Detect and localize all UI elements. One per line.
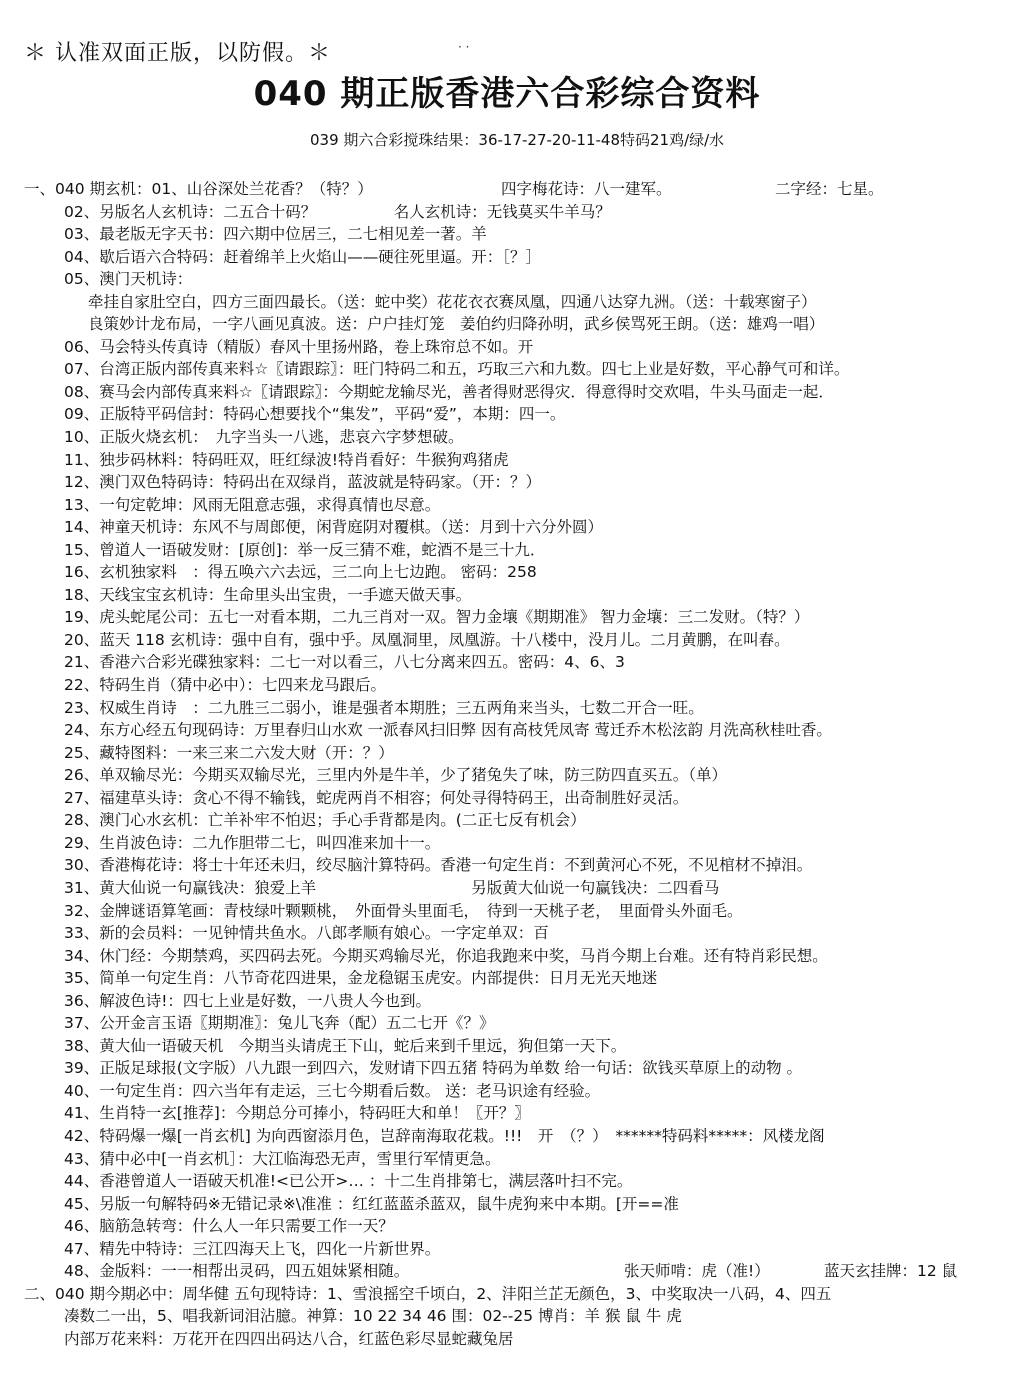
document-body [24,178,1004,1350]
list-item: 02、另版名人玄机诗：二五合十码？ 名人玄机诗：无钱莫买牛羊马？ [64,202,611,221]
section2-prefix: 二、 [24,1284,56,1303]
section1-rows [24,201,1004,1261]
list-item: 35、简单一句定生肖：八节奇花四进果，金龙稳锯玉虎安。内部提供：日月无光天地迷 [64,969,658,988]
list-item: 44、香港曾道人一语破天机准!<已公开>… ：十二生肖排第七，满层落叶扫不完。 [64,1172,633,1191]
zhang-tianshi: 张天师啃：虎（准!） [624,1262,770,1281]
item-48: 48、金版料：一一相帮出灵码，四五姐妹紧相随。 [64,1262,410,1281]
section1-first-row [24,178,1004,201]
list-item: 28、澳门心水玄机：亡羊补牢不怕迟；手心手背都是肉。(二正七反有机会） [64,811,586,830]
list-item: 33、新的会员料：一见钟情共鱼水。八郎孝顺有娘心。一字定单双：百 [64,924,549,943]
list-item: 24、东方心经五句现码诗：万里春归山水欢 一派春风扫旧弊 因有高枝凭凤寄 莺迁乔木松泫韵 月洗高秋桂吐香。 [64,721,832,740]
blue-sky-sign: 蓝天玄挂牌：12 鼠 [824,1262,958,1281]
list-item: 43、猜中必中[一肖玄机］：大江临海恐无声，雪里行军情更急。 [64,1149,501,1168]
list-item: 良策妙计龙布局，一字八画见真波。送：户户挂灯笼 姜伯约归降孙明，武乡侯骂死王朗。（送：雄鸡一唱） [88,315,825,334]
two-word-scripture: 二字经：七星。 [775,180,884,198]
authenticity-notice: ＊ 认准双面正版，以防假。＊ [24,41,331,66]
list-item: 26、单双输尽光：今期买双输尽光，三里内外是牛羊，少了猪兔失了味，防三防四直买五。（单） [64,766,727,785]
list-item: 16、玄机独家料 ：得五唤六六去远，三二向上七边跑。 密码：258 [64,563,537,582]
four-word-poem: 四字梅花诗：八一建军。 [501,180,672,198]
list-item: 21、香港六合彩光碟独家料：二七一对以看三，八七分离来四五。密码：4、6、3 [64,653,625,672]
list-item: 20、蓝天 118 玄机诗：强中自有，强中乎。凤凰洞里，凤凰游。十八楼中，没月儿。二月黄鹏，在叫春。 [64,630,790,649]
list-item: 46、脑筋急转弯：什么人一年只需要工作一天？ [64,1217,394,1236]
list-item: 29、生肖波色诗：二九作胆带二七，叫四准来加十一。 [64,833,441,852]
section1-prefix: 一、 [24,180,56,198]
list-item: 41、生肖特一玄[推荐]：今期总分可捧小，特码旺大和单！〖开？〗 [64,1104,530,1123]
decorative-dots: · · [458,40,470,54]
list-item: 07、台湾正版内部传真来料☆〖请跟踪〗：旺门特码二和五，巧取三六和九数。四七上业是好数，平心静气可和详。 [64,360,850,379]
previous-draw-result: 039 期六合彩搅珠结果：36-17-27-20-11-48特码21鸡/绿/水 [310,131,725,149]
list-item: 13、一句定乾坤：风雨无阻意志强，求得真情也尽意。 [64,495,441,514]
page-title: 040 期正版香港六合彩综合资料 [253,74,761,114]
section2-text-1: 040 期今期必中：周华健 五句现特诗：1、雪浪摇空千顷白，2、沣阳兰芷无颜色，3、中奖取决一八码，4、四五 [55,1284,832,1303]
list-item: 10、正版火烧玄机： 九字当头一八逃，悲哀六字梦想破。 [64,428,464,447]
list-item: 39、正版足球报(文字版）八九跟一到四六，发财请下四五猪 特码为单数 给一句话：欲钱买草原上的动物 。 [64,1059,803,1078]
item-01: 040 期玄机：01、山谷深处兰花香？（特？） [55,180,373,198]
list-item: 25、藏特图料：一来三来二六发大财（开：？） [64,743,394,762]
list-item: 23、权威生肖诗 ：二九胜三二弱小，谁是强者本期胜；三五两角来当头，七数二开合一旺。 [64,698,704,717]
list-item: 03、最老版无字天书：四六期中位居三，二七相见差一著。羊 [64,225,487,244]
list-item: 15、曾道人一语破发财：[原创]：举一反三猜不难，蛇酒不是三十九． [64,540,546,559]
list-item: 38、黄大仙一语破天机 今期当头请虎王下山，蛇后来到千里远，狗但第一天下。 [64,1036,627,1055]
list-item: 牵挂自家肚空白，四方三面四最长。（送：蛇中奖）花花衣衣赛凤凰，四通八达穿九洲。（送：十载寒窗子） [88,292,817,311]
list-item: 34、休门经：今期禁鸡，买四码去死。今期买鸡输尽光，你追我跑来中奖，马肖今期上台难。还有特肖彩民想。 [64,946,828,965]
list-item: 30、香港梅花诗：将士十年还未归，绞尽脑汁算特码。香港一句定生肖：不到黄河心不死，不见棺材不掉泪。 [64,856,813,875]
list-item: 14、神童天机诗：东风不与周郎便，闲背庭阴对覆棋。（送：月到十六分外圆） [64,518,603,537]
list-item: 47、精先中特诗：三江四海天上飞，四化一片新世界。 [64,1239,441,1258]
list-item: 31、黄大仙说一句赢钱决：狼爱上羊 另版黄大仙说一句赢钱决：二四看马 [64,878,720,897]
section2-line3: 内部万花来料：万花开在四四出码达八合，红蓝色彩尽显蛇藏兔居 [64,1329,514,1348]
list-item: 22、特码生肖（猜中必中）：七四来龙马跟后。 [64,676,386,695]
list-item: 12、澳门双色特码诗：特码出在双绿肖，蓝波就是特码家。（开：？） [64,473,541,492]
list-item: 42、特码爆一爆[一肖玄机] 为向西窗添月色，岂辞南海取花栽。!!! 开 （？） ******特码料*****：风楼龙阁 [64,1126,825,1145]
list-item: 09、正版特平码信封：特码心想要找个“集发”，平码“爱”，本期：四一。 [64,405,566,424]
list-item: 19、虎头蛇尾公司：五七一对看本期，二九三肖对一双。智力金壤《期期准》 智力金壤：三二发财。（特？） [64,608,810,627]
list-item: 27、福建草头诗：贪心不得不输钱，蛇虎两肖不相容；何处寻得特码王，出奇制胜好灵活。 [64,788,689,807]
list-item: 36、解波色诗!：四七上业是好数，一八贵人今也到。 [64,991,431,1010]
list-item: 45、另版一句解特码※无错记录※\准准 ：红红蓝蓝杀蓝双，鼠牛虎狗来中本期。[开==准 [64,1194,679,1213]
section2-line1 [24,1283,1004,1306]
section2-line2: 凑数二一出，5、唱我新词泪沾臆。神算：10 22 34 46 围：02--25 博肖：羊 猴 鼠 牛 虎 [64,1307,682,1326]
list-item: 18、天线宝宝玄机诗：生命里头出宝贵，一手遮天做天事。 [64,585,472,604]
list-item: 11、独步码林料：特码旺双，旺红绿波!特肖看好：牛猴狗鸡猪虎 [64,450,509,469]
list-item: 08、赛马会内部传真来料☆〖请跟踪〗：今期蛇龙输尽光，善者得财恶得灾．得意得时交欢唱，牛头马面走一起． [64,382,834,401]
list-item: 32、金牌谜语算笔画：青枝绿叶颗颗桃， 外面骨头里面毛， 待到一天桃子老， 里面骨头外面毛。 [64,901,743,920]
list-item: 37、公开金言玉语〖期期准〗：兔儿飞奔（配）五二七开《？》 [64,1014,495,1033]
list-item: 04、歇后语六合特码：赶着绵羊上火焰山——硬往死里逼。开：［？］ [64,247,541,266]
list-item: 05、澳门天机诗： [64,270,193,289]
item-48-row [24,1260,1004,1283]
list-item: 40、一句定生肖：四六当年有走运，三七今期看后数。 送：老马识途有经验。 [64,1081,601,1100]
list-item: 06、马会特头传真诗（精版）春风十里扬州路，卷上珠帘总不如。开 [64,337,534,356]
